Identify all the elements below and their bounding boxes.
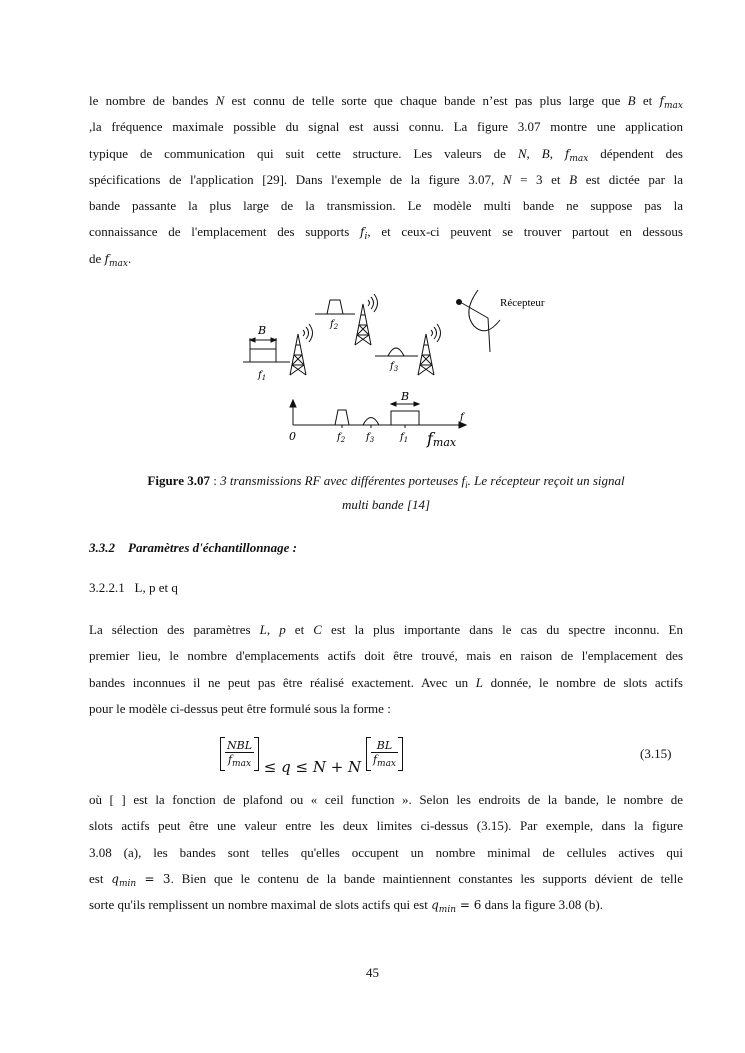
axis-f1: $f_1$	[400, 432, 409, 444]
band-f1	[243, 338, 290, 362]
math-symbol: $q_{min}$	[431, 898, 457, 916]
math-var: B	[569, 171, 578, 187]
math-var: N	[517, 145, 527, 161]
math-symbol: $f_i$	[360, 225, 368, 243]
receiver-dish-icon	[457, 290, 501, 352]
caption-sep: :	[209, 473, 221, 488]
axis-B-label: B	[401, 390, 410, 403]
spectrum-axis	[290, 400, 466, 428]
figure-caption	[89, 471, 683, 514]
subsection-heading: 3.2.2.1 L, p et q	[89, 580, 178, 595]
math-symbol: $f_{max}$	[659, 94, 683, 111]
axis-f3: $f_3$	[366, 432, 375, 444]
eq-num1: NBL	[227, 739, 253, 752]
text-line: sorte qu'ils remplissent un nombre maximal de slots actifs qui est $q_{min} = 6$ dans la figure 3.08 (b).	[89, 897, 604, 916]
text-line: spécifications de l'application [29]. Dans l'exemple de la figure 3.07, N = 3 et B est dictée par la	[89, 171, 683, 187]
math-text: = 6	[456, 898, 482, 913]
math-var: N	[502, 171, 512, 187]
label-B-top: B	[258, 324, 267, 337]
caption-label: Figure 3.07	[147, 473, 210, 488]
eq-den1-sub: max	[232, 759, 252, 769]
eq-den2: f	[372, 753, 378, 766]
eq-middle: ≤ q ≤ N + N	[259, 758, 366, 776]
text-line: pour le modèle ci-dessus peut être formulé sous la forme :	[89, 700, 391, 716]
caption-text2: . Le récepteur reçoit un signal	[467, 473, 625, 488]
eq-num2: BL	[371, 739, 398, 753]
math-var: N	[215, 93, 225, 108]
math-symbol: $f_{max}$	[564, 146, 589, 164]
math-var: L	[259, 622, 267, 637]
axis-zero: 0	[289, 430, 296, 443]
eq-den2-sub: max	[377, 759, 397, 769]
figure-3-07	[0, 0, 745, 460]
band-f3	[375, 348, 418, 356]
axis-f2: $f_2$	[337, 432, 346, 444]
math-var: p	[279, 622, 286, 637]
label-f2: $f_2$	[330, 319, 339, 331]
equation-3-15	[220, 737, 403, 776]
section-heading: 3.3.2 Paramètres d'échantillonnage :	[89, 540, 297, 555]
axis-fmax: fmax	[427, 429, 457, 449]
equation-number: (3.15)	[640, 746, 672, 761]
text-line: premier lieu, le nombre d'emplacements actifs doit être trouvé, mais en raison de l'emplacement des	[89, 648, 683, 664]
page-number: 45	[366, 965, 379, 980]
math-symbol: $q_{min}$	[111, 871, 137, 889]
math-var: B	[627, 93, 636, 108]
label-f3: $f_3$	[390, 361, 399, 373]
label-f1: $f_1$	[258, 370, 267, 382]
text-line: où [ ] est la fonction de plafond ou « ceil function ». Selon les endroits de la bande, le nombre de	[89, 792, 683, 807]
text-line: ,la fréquence maximale possible du signal est aussi connu. La figure 3.07 montre une application	[89, 119, 683, 135]
text-line: de $f_{max}$.	[89, 250, 132, 269]
math-var: C	[313, 622, 322, 637]
text-line: le nombre de bandes N est connu de telle sorte que chaque bande n’est pas plus large que B et $f_{max}$	[89, 93, 683, 111]
caption-line2: multi bande [14]	[341, 497, 431, 512]
paragraph-2	[89, 617, 683, 722]
math-text: = 3	[136, 871, 171, 886]
text-line: 3.08 (a), les bandes sont telles qu'elles occupent un nombre minimal de cellules actives qui	[89, 844, 683, 860]
math-var: B	[541, 145, 550, 161]
tower-icon	[418, 324, 441, 375]
math-var: L	[475, 674, 483, 690]
band-f2	[315, 300, 355, 314]
text-line: bande passante la plus large de la transmission. Le modèle multi bande ne suppose pas la	[89, 198, 683, 214]
tower-icon	[355, 294, 378, 345]
eq-den1: f	[227, 753, 233, 766]
axis-f: f	[460, 412, 464, 423]
text-line: connaissance de l'emplacement des supports $f_i$, et ceux-ci peuvent se trouver partout en dessous	[89, 224, 683, 243]
receiver-label: Récepteur	[500, 297, 545, 309]
text-line: typique de communication qui suit cette structure. Les valeurs de N, B, $f_{max}$ dépendent des	[89, 145, 683, 164]
tower-icon	[290, 324, 313, 375]
text-line: La sélection des paramètres L, p et C est la plus importante dans le cas du spectre inconnu. En	[89, 622, 683, 637]
text-line: est $q_{min} = 3$. Bien que le contenu de la bande maintiennent constantes les supports dévient de telle	[89, 870, 683, 889]
math-symbol: $f_{max}$	[104, 251, 128, 269]
paragraph-3	[89, 787, 683, 918]
text-line: slots actifs peut être une valeur entre les deux limites ci-dessus (3.15). Par exemple, dans la figure	[89, 818, 683, 834]
text-line: bandes inconnues il ne peut pas être réalisé exactement. Avec un L donnée, le nombre de slots actifs	[89, 674, 683, 690]
caption-sub: i	[465, 480, 468, 490]
caption-text: 3 transmissions RF avec différentes porteuses f	[220, 473, 466, 488]
